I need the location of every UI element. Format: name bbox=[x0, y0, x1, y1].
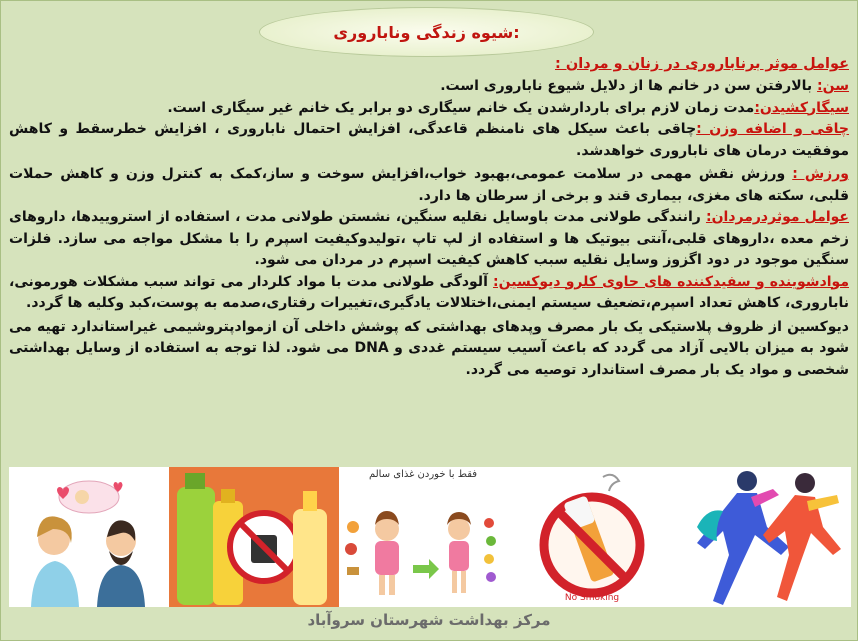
label-men: عوامل موثردرمردان: bbox=[705, 209, 849, 225]
paragraph-smoking bbox=[9, 98, 849, 120]
label-obesity: چاقی و اضافه وزن : bbox=[696, 121, 849, 137]
text-chlorine: آلودگی طولانی مدت با مواد کلردار می تواند سبب مشکلات هورمونی، ناباروری، کاهش تعداد اسپرم،تضعیف سیستم ایمنی،اختلالات یادگیری،تغییرات رفتاری،صدمه به پوست،کبد وکلیه ها گردد. bbox=[9, 273, 849, 311]
paragraph-men bbox=[9, 207, 849, 272]
section-heading: عوامل موثر برناباروری در زنان و مردان : bbox=[555, 56, 849, 72]
paragraph-sport bbox=[9, 164, 849, 207]
label-sport: ورزش : bbox=[792, 166, 849, 182]
cleaning-products-illustration bbox=[169, 467, 339, 607]
paragraph-dioxin: دیوکسین از ظروف پلاستیکی یک بار مصرف وپدهای بهداشتی که پوشش داخلی آن ازموادپتروشیمی غیراستاندارد تهیه می شود به میزان بالایی آزاد می گردد که باعث آسیب سیستم غددی و DNA می شود. لذا توجه به استفاده از وسایل بهداشتی شخصی و مواد یک بار مصرف استاندارد توصیه می گردد. bbox=[9, 318, 849, 378]
paragraph-chlorine bbox=[9, 272, 849, 315]
food-caption: فقط با خوردن غذای سالم bbox=[368, 469, 478, 480]
paragraph-obesity bbox=[9, 119, 849, 162]
text-age: بالارفتن سن در خانم ها از دلایل شیوع ناباروری است. bbox=[440, 78, 818, 94]
paragraph-age bbox=[9, 76, 849, 98]
no-smoking-illustration bbox=[507, 467, 677, 607]
couple-illustration bbox=[9, 467, 169, 607]
title-banner bbox=[259, 7, 594, 57]
text-smoking: مدت زمان لازم برای باردارشدن یک خانم سیگاری دو برابر یک خانم غیر سیگاری است. bbox=[167, 99, 755, 116]
running-illustration bbox=[677, 467, 851, 607]
text-sport: ورزش نقش مهمی در سلامت عمومی،بهبود خواب،افزایش سوخت و ساز،کمک به کنترل وزن و کاهش حملات قلبی، سکته های مغزی، بیماری قند و برخی از سرطان ها دارد. bbox=[9, 166, 849, 204]
label-smoking: سیگارکشیدن: bbox=[754, 99, 849, 116]
page-title: شیوه زندگی وناباروری: bbox=[333, 22, 520, 42]
healthy-food-illustration bbox=[339, 467, 507, 607]
no-smoking-caption: No Smoking bbox=[564, 593, 620, 603]
label-chlorine: موادشوینده و سفیدکننده های حاوی کلرو دیوکسین: bbox=[493, 273, 849, 290]
text-men: رانندگی طولانی مدت باوسایل نقلیه سنگین، نشستن طولانی مدت ، استفاده از استروییدها، داروهای زخم معده ،داروهای قلبی،آنتی بیوتیک ها و استفاده از لپ تاپ ،تولیدوکیفیت اسپرم را با مشکل مواجه می سازد. فلزات سنگین موجود در دود اگزوز وسایل نقلیه سبب کاهش کیفیت اسپرم در مردان می شود. bbox=[9, 209, 849, 268]
text-obesity: چاقی باعث سیکل های نامنظم قاعدگی، افزایش احتمال ناباروری ، افزایش خطرسقط و کاهش موفقیت درمان های ناباروری خواهدشد. bbox=[9, 121, 849, 159]
label-age: سن: bbox=[817, 78, 849, 94]
image-strip bbox=[9, 467, 851, 607]
content-body bbox=[9, 53, 849, 381]
footer-org-name: مرکز بهداشت شهرستان سروآباد bbox=[307, 611, 551, 629]
